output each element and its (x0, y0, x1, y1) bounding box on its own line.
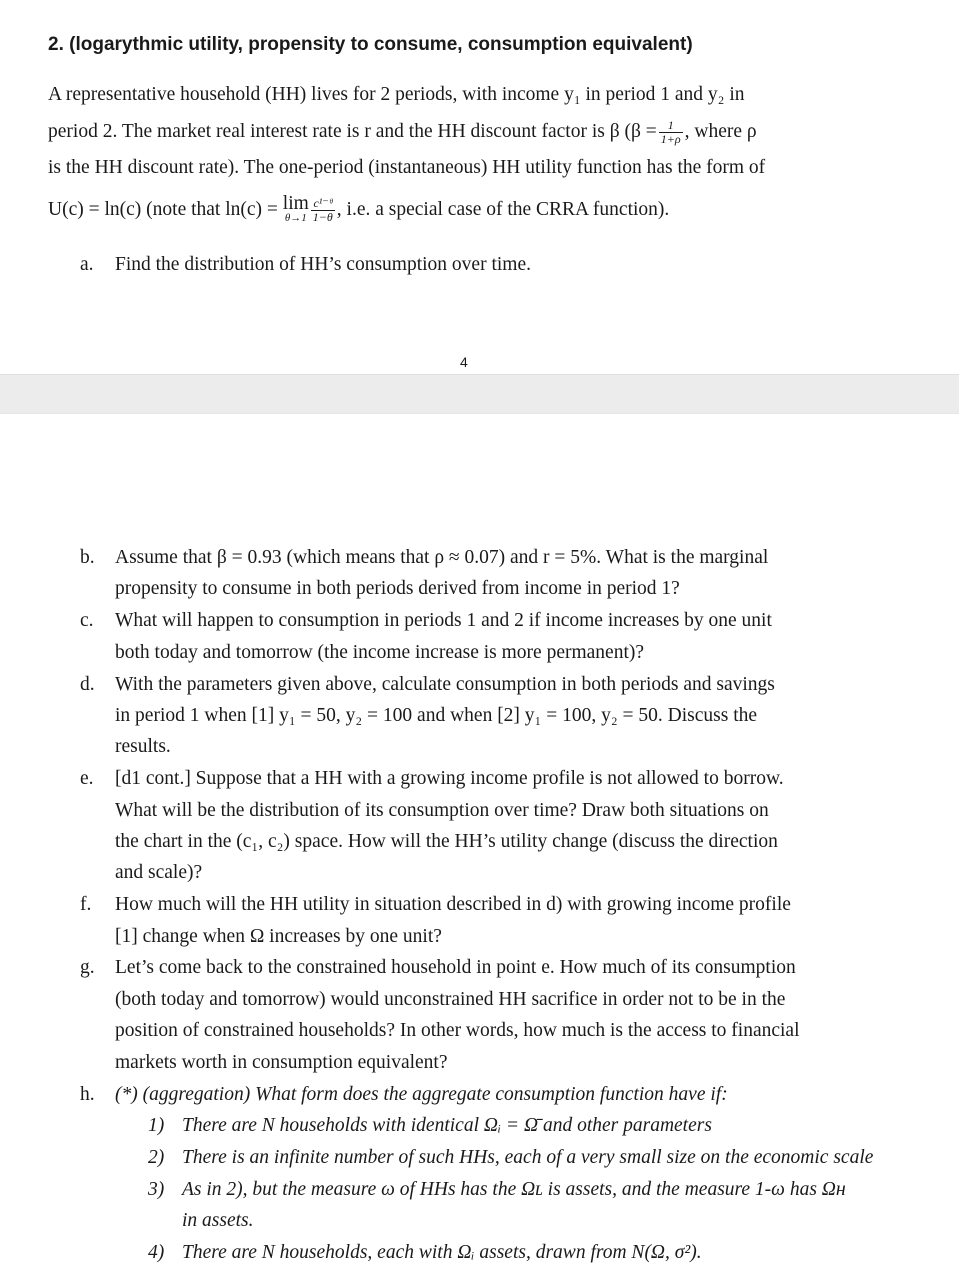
item-d-line-2: in period 1 when [1] y₁ = 50, y₂ = 100 and when [2] y₁ = 100, y₂ = 50. Discuss the (115, 705, 758, 726)
beta-fraction: $\frac{1}{1+\rho}$ (660, 118, 681, 146)
item-d-line-3: results. (115, 736, 171, 757)
item-b-line-1: Assume that β = 0.93 (which means that ρ ≈ 0.07) and r = 5%. What is the marginal (115, 547, 769, 568)
subitem-3-text: As in 2), but the measure ω of HHs has the Ωʟ is assets, and the measure 1-ω has Ωʜ (182, 1179, 846, 1200)
item-b-label: b. (80, 547, 95, 568)
item-g-line-4: markets worth in consumption equivalent? (115, 1052, 448, 1073)
intro-line-4: U(c) = ln(c) (note that ln(c) = lim θ→1 $\frac{\text{c¹⁻ᶿ}}{1-\theta}$ , i.e. a special case of the CRRA function). (48, 193, 670, 224)
item-g-line-3: position of constrained households? In other words, how much is the access to financial (115, 1020, 800, 1041)
item-g-line-1: Let’s come back to the constrained household in point e. How much of its consumption (115, 957, 796, 978)
subitem-2-number: 2) (148, 1147, 165, 1168)
item-e-line-3: the chart in the (c₁, c₂) space. How will the HH’s utility change (discuss the direction (115, 831, 778, 852)
intro-line-3: is the HH discount rate). The one-period (instantaneous) HH utility function has the form of (48, 157, 766, 178)
subitem-3-text-cont: in assets. (182, 1210, 254, 1231)
limit-expression: lim θ→1 (282, 193, 309, 224)
item-d-label: d. (80, 674, 95, 695)
item-g-label: g. (80, 957, 95, 978)
item-h-label: h. (80, 1084, 95, 1105)
item-f-line-1: How much will the HH utility in situation described in d) with growing income profile (115, 894, 791, 915)
item-f-label: f. (80, 894, 92, 915)
subitem-4-number: 4) (148, 1242, 165, 1263)
item-c-line-2: both today and tomorrow (the income increase is more permanent)? (115, 642, 645, 663)
item-g-line-2: (both today and tomorrow) would unconstrained HH sacrifice in order not to be in the (115, 989, 786, 1010)
subitem-4-text: There are N households, each with Ωᵢ assets, drawn from N(Ω, σ²). (182, 1242, 702, 1263)
page-break-gap (0, 374, 959, 414)
item-a-label: a. (80, 254, 94, 275)
subitem-2-text: There is an infinite number of such HHs, each of a very small size on the economic scale (182, 1147, 874, 1168)
item-e-line-4: and scale)? (115, 862, 203, 883)
item-f-line-2: [1] change when Ω increases by one unit? (115, 926, 442, 947)
problem-title: 2. (logarythmic utility, propensity to consume, consumption equivalent) (48, 34, 693, 55)
intro-line-2: period 2. The market real interest rate is r and the HH discount factor is β (β = $\frac{1}{1+\rho}$ , where ρ (48, 118, 757, 146)
page-number: 4 (460, 354, 468, 370)
item-c-line-1: What will happen to consumption in periods 1 and 2 if income increases by one unit (115, 610, 772, 631)
item-a-text: Find the distribution of HH’s consumption over time. (115, 254, 531, 275)
item-e-line-2: What will be the distribution of its consumption over time? Draw both situations on (115, 800, 769, 821)
subitem-1-number: 1) (148, 1115, 165, 1136)
item-e-label: e. (80, 768, 94, 789)
item-c-label: c. (80, 610, 94, 631)
intro-line-1: A representative household (HH) lives for 2 periods, with income y₁ in period 1 and y₂ in (48, 84, 745, 105)
subitem-3-number: 3) (148, 1179, 165, 1200)
item-e-line-1: [d1 cont.] Suppose that a HH with a growing income profile is not allowed to borrow. (115, 768, 784, 789)
subitem-1-text: There are N households with identical Ωᵢ = Ω̄ and other parameters (182, 1115, 712, 1136)
item-b-line-2: propensity to consume in both periods derived from income in period 1? (115, 578, 680, 599)
crra-fraction: $\frac{\text{c¹⁻ᶿ}}{1-\theta}$ (312, 196, 333, 224)
item-d-line-1: With the parameters given above, calculate consumption in both periods and savings (115, 674, 775, 695)
item-h-line-1: (*) (aggregation) What form does the aggregate consumption function have if: (115, 1084, 728, 1105)
